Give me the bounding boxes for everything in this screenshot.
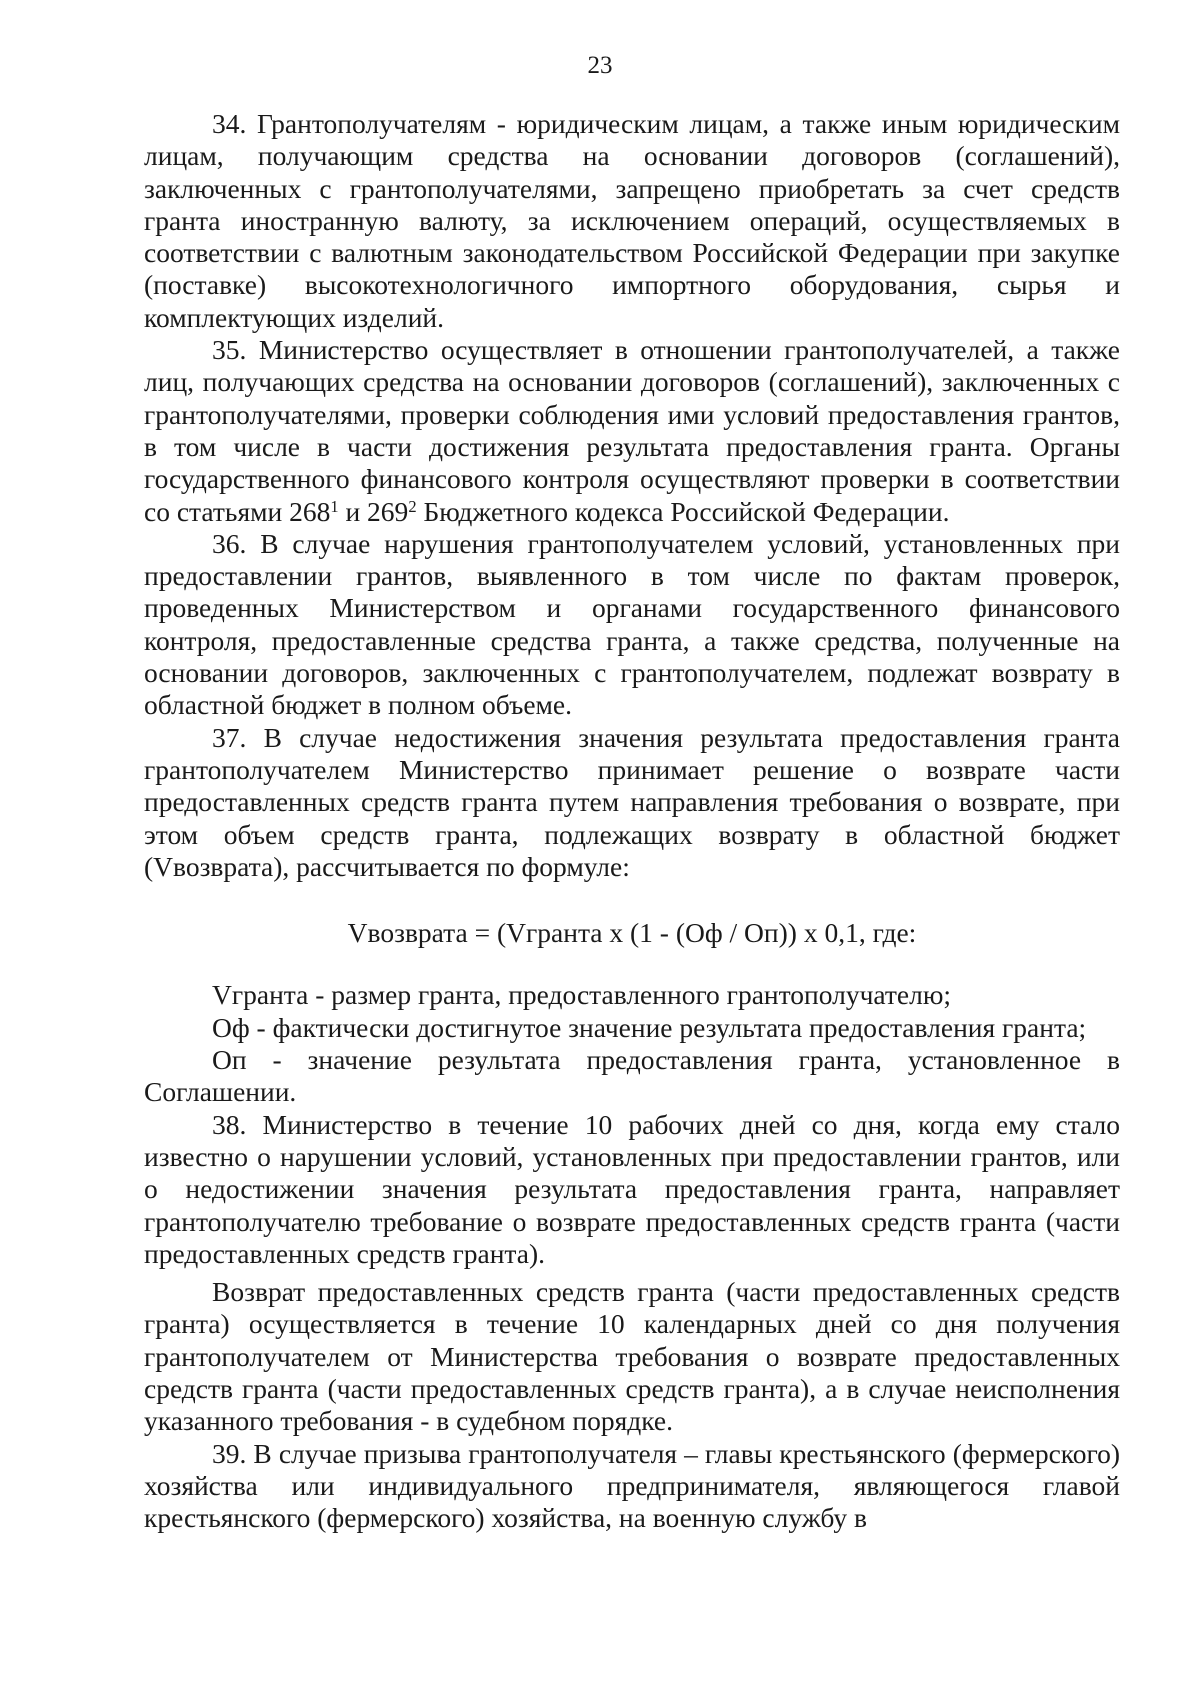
paragraph-35-text-a: 35. Министерство осуществляет в отношении грантополучателей, а также лиц, получающих средства на основании договоров (соглашений), заключенных с грантополучателями, проверки соблюдения ими условий предоставления грантов, в том числе в части достижения результата предоставления гранта. Органы государственного финансового контроля осуществляют проверки в соответствии со статьями 268 <box>144 334 1120 527</box>
paragraph-37: 37. В случае недостижения значения результата предоставления гранта грантополучателем Министерство принимает решение о возврате части предоставленных средств гранта путем направления требования о возврате, при этом объем средств гранта, подлежащих возврату в областной бюджет (Vвозврата), рассчитывается по формуле: <box>144 721 1120 882</box>
superscript-1: 1 <box>330 496 339 516</box>
definition-of: Оф - фактически достигнутое значение результата предоставления гранта; <box>212 1011 1087 1043</box>
paragraph-39: 39. В случае призыва грантополучателя – главы крестьянского (фермерского) хозяйства или индивидуального предпринимателя, являющегося главой крестьянского (фермерского) хозяйства, на военную службу в <box>144 1437 1120 1534</box>
page-number: 23 <box>587 52 613 79</box>
paragraph-38-return: Возврат предоставленных средств гранта (части предоставленных средств гранта) осуществляется в течение 10 календарных дней со дня получения грантополучателем от Министерства требования о возврате предоставленных средств гранта (части предоставленных средств гранта), а в случае неисполнения указанного требования - в судебном порядке. <box>144 1276 1120 1437</box>
paragraph-38: 38. Министерство в течение 10 рабочих дней со дня, когда ему стало известно о нарушении условий, установленных при предоставлении грантов, или о недостижении значения результата предоставления гранта, направляет грантополучателю требование о возврате предоставленных средств гранта (части предоставленных средств гранта). <box>144 1108 1120 1269</box>
paragraph-35-text-b: и 269 <box>338 495 409 527</box>
document-body <box>144 108 1120 1534</box>
superscript-2: 2 <box>408 496 417 516</box>
paragraph-34: 34. Грантополучателям - юридическим лицам, а также иным юридическим лицам, получающим средства на основании договоров (соглашений), заключенных с грантополучателями, запрещено приобретать за счет средств гранта иностранную валюту, за исключением операций, осуществляемых в соответствии с валютным законодательством Российской Федерации при закупке (поставке) высокотехнологичного импортного оборудования, сырья и комплектующих изделий. <box>144 108 1120 333</box>
formula: Vвозврата = (Vгранта х (1 - (Оф / Оп)) х 0,1, где: <box>347 917 917 949</box>
paragraph-35-text-c: Бюджетного кодекса Российской Федерации. <box>416 495 950 527</box>
paragraph-35 <box>144 334 1120 528</box>
paragraph-36: 36. В случае нарушения грантополучателем условий, установленных при предоставлении грантов, выявленного в том числе по фактам проверок, проведенных Министерством и органами государственного финансового контроля, предоставленные средства гранта, а также средства, полученные на основании договоров, заключенных с грантополучателем, подлежат возврату в областной бюджет в полном объеме. <box>144 527 1120 721</box>
definition-op: Оп - значение результата предоставления гранта, установленное в Соглашении. <box>144 1044 1120 1108</box>
definition-vgranta: Vгранта - размер гранта, предоставленного грантополучателю; <box>212 979 952 1011</box>
